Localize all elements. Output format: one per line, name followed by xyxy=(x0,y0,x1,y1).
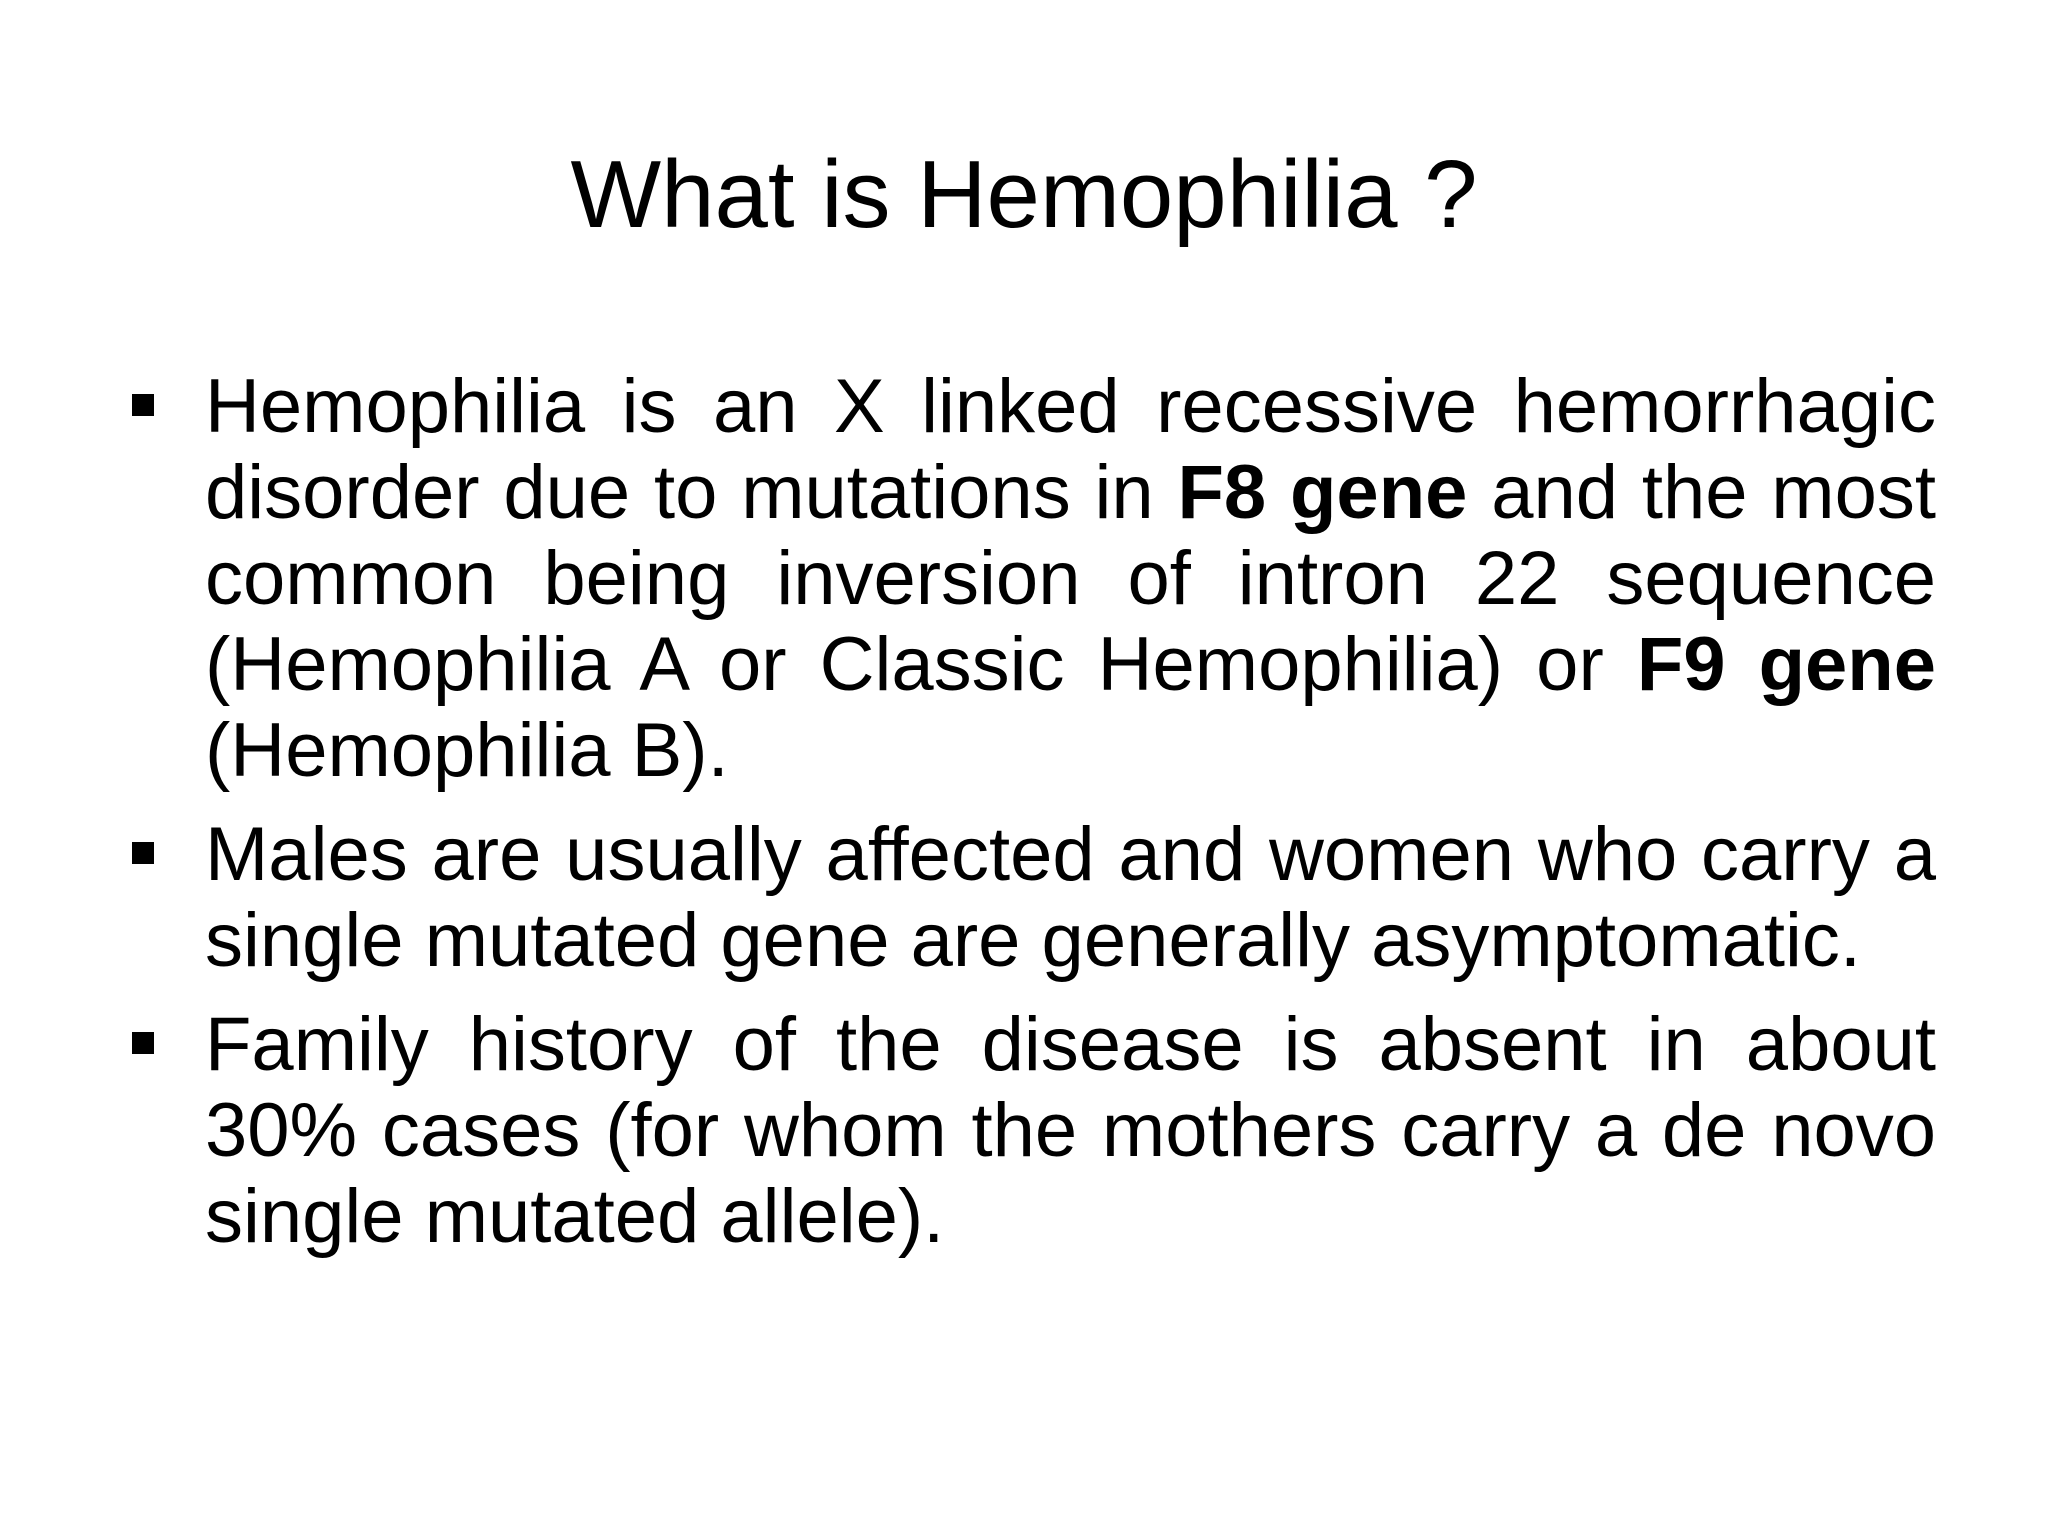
square-bullet-icon xyxy=(132,394,154,416)
bullet-text: Hemophilia is an X linked recessive hemorrhagic disorder due to mutations in F8 gene and the most common being inversion of intron 22 sequence (Hemophilia A or Classic Hemophilia) or F9 gene (Hemophilia B). xyxy=(205,364,1937,793)
bullet-item-inheritance xyxy=(130,364,1936,794)
bullet-item-males-affected xyxy=(130,812,1936,984)
bullet-text: Males are usually affected and women who carry a single mutated gene are generally asymptomatic. xyxy=(205,812,1936,983)
square-bullet-icon xyxy=(132,842,154,864)
bullet-text: Family history of the disease is absent in about 30% cases (for whom the mothers carry a de novo single mutated allele). xyxy=(205,1002,1936,1259)
square-bullet-icon xyxy=(132,1032,154,1054)
slide-title: What is Hemophilia ? xyxy=(570,141,1478,248)
bold-term-f8-gene: F8 gene xyxy=(1177,450,1468,535)
bullet-item-family-history xyxy=(130,1002,1936,1260)
bullet-list xyxy=(130,364,1936,1278)
bold-term-f9-gene: F9 gene xyxy=(1636,622,1936,707)
